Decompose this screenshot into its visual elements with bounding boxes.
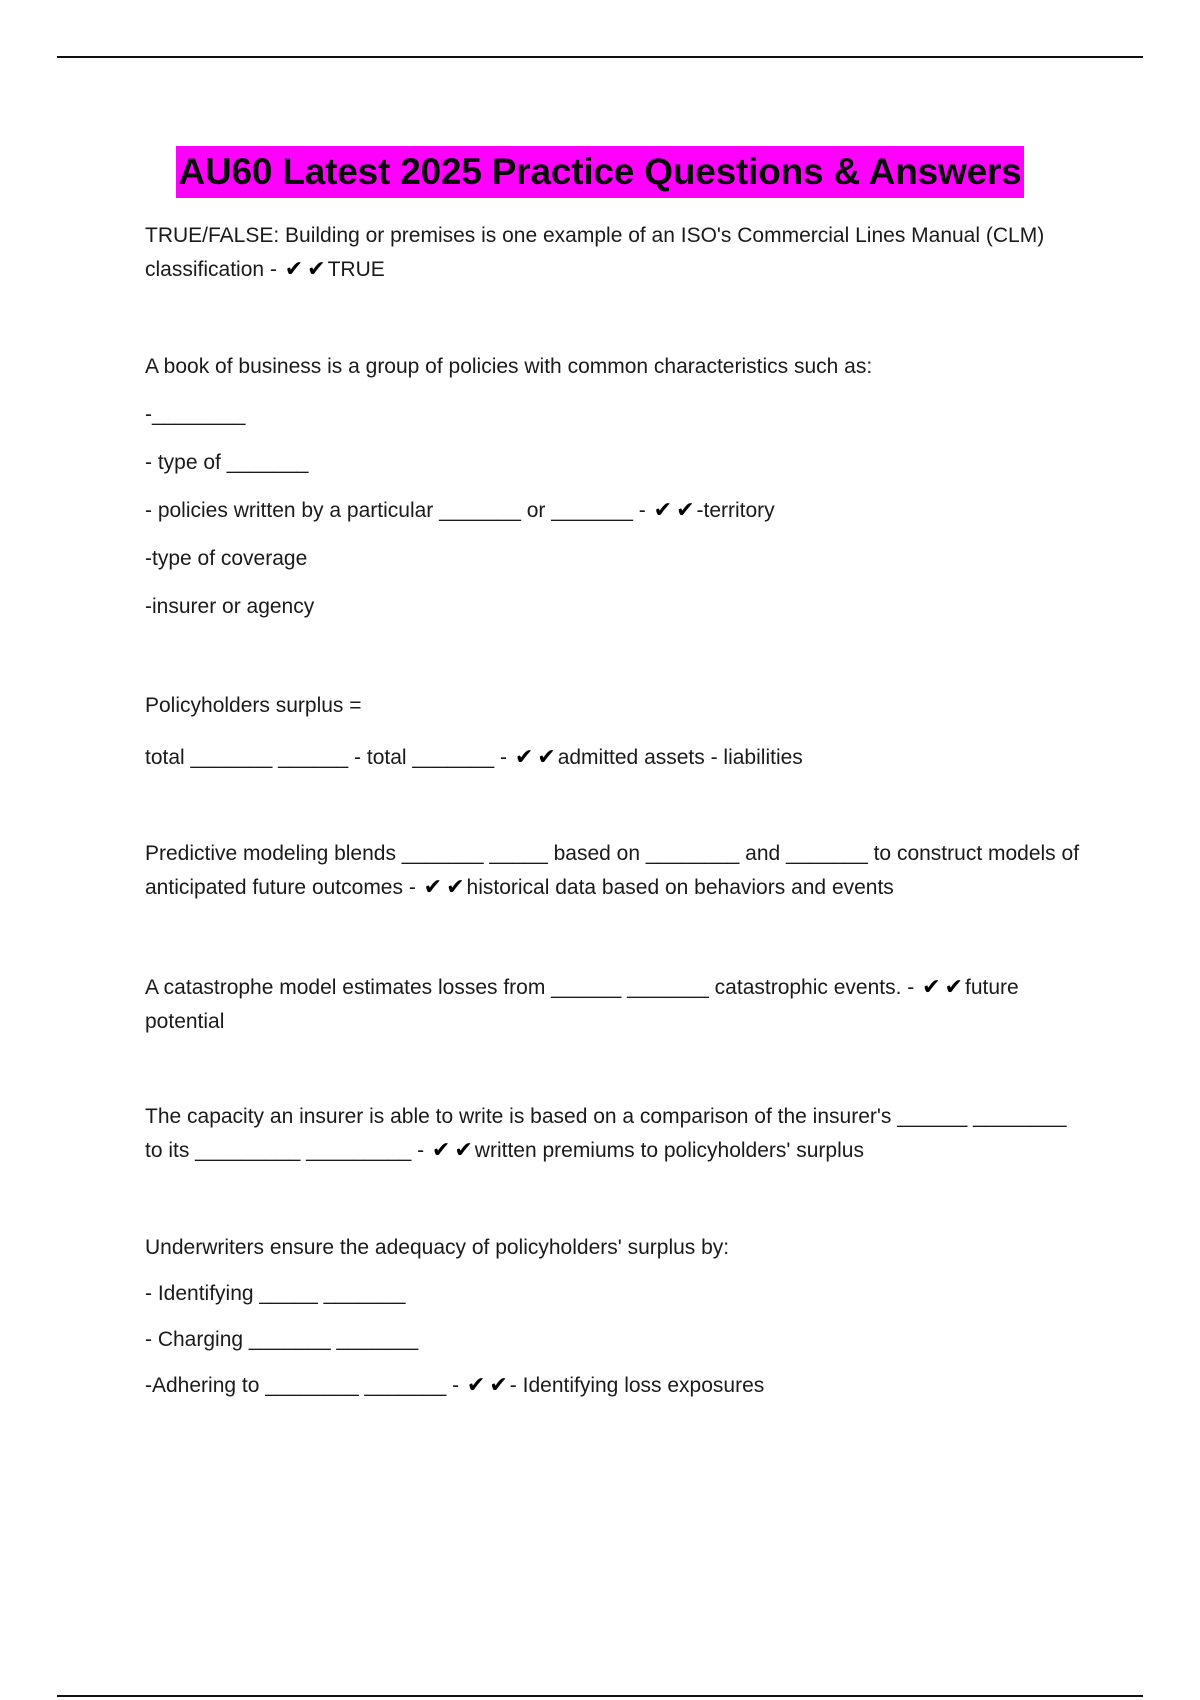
q5-prefix: A catastrophe model estimates losses from ______ _______ catastrophic events. - xyxy=(145,976,921,999)
check-icon: ✔ xyxy=(431,1138,451,1163)
q4-answer: historical data based on behaviors and events xyxy=(466,876,894,899)
q5-line-2: potential xyxy=(145,1010,225,1033)
check-icon: ✔ xyxy=(489,1373,508,1398)
q4-line-2 xyxy=(145,871,1095,905)
check-icon: ✔ xyxy=(423,875,443,900)
check-icon: ✔ xyxy=(922,975,941,1000)
question-1 xyxy=(145,219,1095,287)
q1-prefix: classification - xyxy=(145,258,283,281)
check-icon: ✔ xyxy=(676,498,695,523)
q6-line-2 xyxy=(145,1134,1095,1168)
check-icon: ✔ xyxy=(537,745,556,770)
q4-prefix: anticipated future outcomes - xyxy=(145,876,422,899)
q2-line-4 xyxy=(145,494,1095,528)
q7-line-3: - Charging _______ _______ xyxy=(145,1328,419,1351)
q4-line-1: Predictive modeling blends _______ _____ based on ________ and _______ to construct models of xyxy=(145,842,1080,865)
q2-line-6: -insurer or agency xyxy=(145,595,315,618)
q3-line-2 xyxy=(145,741,1095,775)
check-icon: ✔ xyxy=(307,257,326,282)
q2-answer: -territory xyxy=(696,499,775,522)
q1-line-1: TRUE/FALSE: Building or premises is one example of an ISO's Commercial Lines Manual (CLM) xyxy=(145,224,1045,247)
q7-line-1: Underwriters ensure the adequacy of policyholders' surplus by: xyxy=(145,1236,730,1259)
q3-prefix: total _______ ______ - total _______ - xyxy=(145,746,513,769)
q2-line-1: A book of business is a group of policies with common characteristics such as: xyxy=(145,355,873,378)
page-title: AU60 Latest 2025 Practice Questions & Answers xyxy=(176,146,1023,198)
q6-line-1: The capacity an insurer is able to write is based on a comparison of the insurer's ______ ________ xyxy=(145,1105,1067,1128)
q7-answer: - Identifying loss exposures xyxy=(509,1374,765,1397)
bottom-rule xyxy=(57,1695,1143,1697)
q2-prefix: - policies written by a particular _______ or _______ - xyxy=(145,499,652,522)
check-icon: ✔ xyxy=(944,975,963,1000)
question-7 xyxy=(145,1231,1095,1403)
q1-line-2 xyxy=(145,253,1095,287)
q2-line-5: -type of coverage xyxy=(145,547,308,570)
check-icon: ✔ xyxy=(514,745,534,770)
q5-line-1 xyxy=(145,971,1095,1005)
check-icon: ✔ xyxy=(454,1138,473,1163)
q6-prefix: to its _________ _________ - xyxy=(145,1139,430,1162)
q7-line-4 xyxy=(145,1369,1095,1403)
question-2 xyxy=(145,350,1095,624)
q2-line-2: -________ xyxy=(145,403,246,426)
top-rule xyxy=(57,56,1143,58)
q7-line-2: - Identifying _____ _______ xyxy=(145,1282,406,1305)
title-block xyxy=(0,146,1200,198)
q1-answer: TRUE xyxy=(327,258,385,281)
q3-answer: admitted assets - liabilities xyxy=(557,746,803,769)
question-4 xyxy=(145,837,1095,905)
q3-line-1: Policyholders surplus = xyxy=(145,694,362,717)
check-icon: ✔ xyxy=(653,498,673,523)
question-3 xyxy=(145,689,1095,775)
q2-line-3: - type of _______ xyxy=(145,451,309,474)
q6-answer: written premiums to policyholders' surplus xyxy=(474,1139,864,1162)
check-icon: ✔ xyxy=(284,257,304,282)
check-icon: ✔ xyxy=(466,1373,486,1398)
q5-answer-part-1: future xyxy=(964,976,1019,999)
question-6 xyxy=(145,1100,1095,1168)
q7-prefix: -Adhering to ________ _______ - xyxy=(145,1374,465,1397)
check-icon: ✔ xyxy=(446,875,465,900)
question-5 xyxy=(145,971,1095,1039)
